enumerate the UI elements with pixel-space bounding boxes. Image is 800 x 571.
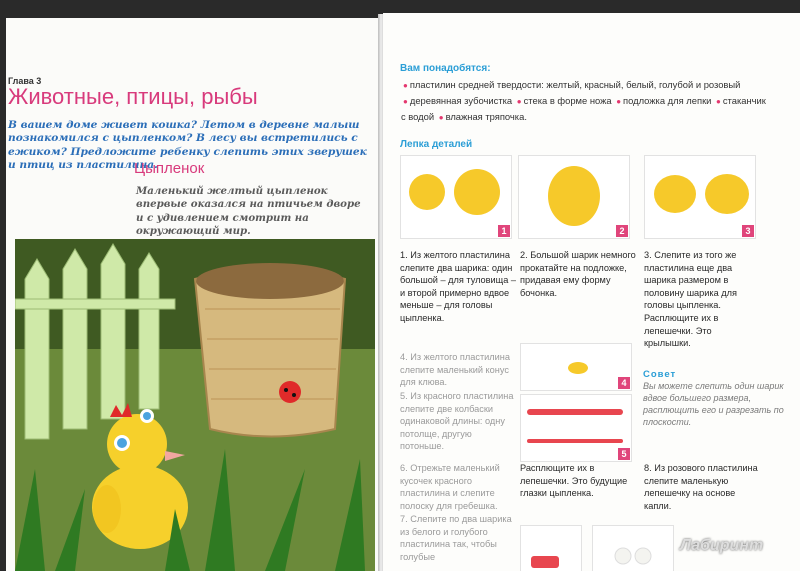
red-rolls-image (521, 395, 631, 461)
step-number: 5 (618, 448, 630, 460)
right-page (383, 13, 800, 571)
lead-text: Маленький желтый цыпленок впервые оказался на птичьем дворе и с удивлением смотрит на окружающий мир. (136, 185, 361, 238)
step-2-text: 2. Большой шарик немного прокатайте на подложке, придавая ему форму бочонка. (520, 250, 636, 298)
tip-box (643, 369, 793, 428)
need-item: подложка для лепки (623, 95, 712, 106)
eye-balls-image (593, 526, 673, 571)
need-item: пластилин средней твердости: желтый, красный, белый, голубой и розовый (409, 79, 741, 90)
tip-title: Совет (643, 369, 677, 380)
chapter-label: Глава 3 (8, 76, 42, 86)
step-number: 2 (616, 225, 628, 237)
intro-text: В вашем доме живет кошка? Летом в деревне малыш познакомился с цыпленком? В лесу вы встретились с ежиком? Предложите ребенку слепить этих зверушек и птиц из пластилина. (8, 119, 367, 172)
beak-cone-image (521, 344, 631, 390)
step-photo-3 (644, 155, 756, 239)
comb-strip-image (521, 526, 581, 571)
step-photo-1 (400, 155, 512, 239)
need-item: влажная тряпочка. (445, 111, 527, 122)
step-photo-2 (518, 155, 630, 239)
bullet-icon: ● (616, 97, 622, 106)
needs-title: Вам понадобятся: (400, 63, 491, 74)
step-7-text: 7. Слепите по два шарика из белого и голубого пластилина так, чтобы голубые (400, 514, 512, 562)
needs-list (401, 77, 771, 125)
step-number: 3 (742, 225, 754, 237)
bullet-icon: ● (403, 97, 408, 106)
wing-discs-image (645, 156, 755, 238)
yellow-balls-image (401, 156, 511, 238)
section-title: Цыпленок (134, 160, 205, 177)
page-title: Животные, птицы, рыбы (8, 84, 258, 109)
barrel-shape-image (519, 156, 629, 238)
step-number: 4 (618, 377, 630, 389)
step-4-text: 4. Из желтого пластилина слепите маленький конус для клюва. (400, 352, 510, 388)
step-photo-7 (592, 525, 674, 571)
left-page (6, 18, 378, 571)
step-1-text: 1. Из желтого пластилина слепите два шарика: один большой – для туловища – и второй примерно вдвое меньше – для головы цыпленка. (400, 250, 517, 323)
need-item: стека в форме ножа (523, 95, 612, 106)
need-item: деревянная зубочистка (409, 95, 513, 106)
step-5-text: 5. Из красного пластилина слепите две колбаски одинаковой длины: одну потолще, другую потоньше. (400, 391, 514, 452)
watermark-logo: Лабиринт (680, 537, 764, 554)
parts-title: Лепка деталей (400, 139, 473, 150)
step-photo-4 (520, 343, 632, 391)
step-8-text: 8. Из розового пластилина слепите маленькую лепешечку на основе капли. (644, 463, 758, 511)
step-photo-5 (520, 394, 632, 462)
tip-text: Вы можете слепить один шарик вдвое большего размера, расплющить его и разрезать по плоскости. (643, 381, 784, 427)
chick-photo (15, 239, 375, 571)
bullet-icon: ● (716, 97, 721, 106)
step-number: 1 (498, 225, 510, 237)
bullet-icon: ● (516, 97, 522, 106)
bullet-icon: ● (438, 113, 444, 122)
need-item: стаканчик с водой (401, 95, 766, 122)
bullet-icon: ● (403, 81, 408, 90)
step-6-text: 6. Отрежьте маленький кусочек красного пластилина и слепите полоску для гребешка. (400, 463, 500, 511)
step-photo-6 (520, 525, 582, 571)
step-7b-text: Расплющите их в лепешечки. Это будущие глазки цыпленка. (520, 463, 628, 499)
step-3-text: 3. Слепите из того же пластилина еще два шарика размером в половину шарика для головы цыпленка. Расплющите их в лепешечки. Это крылышки. (644, 250, 737, 349)
